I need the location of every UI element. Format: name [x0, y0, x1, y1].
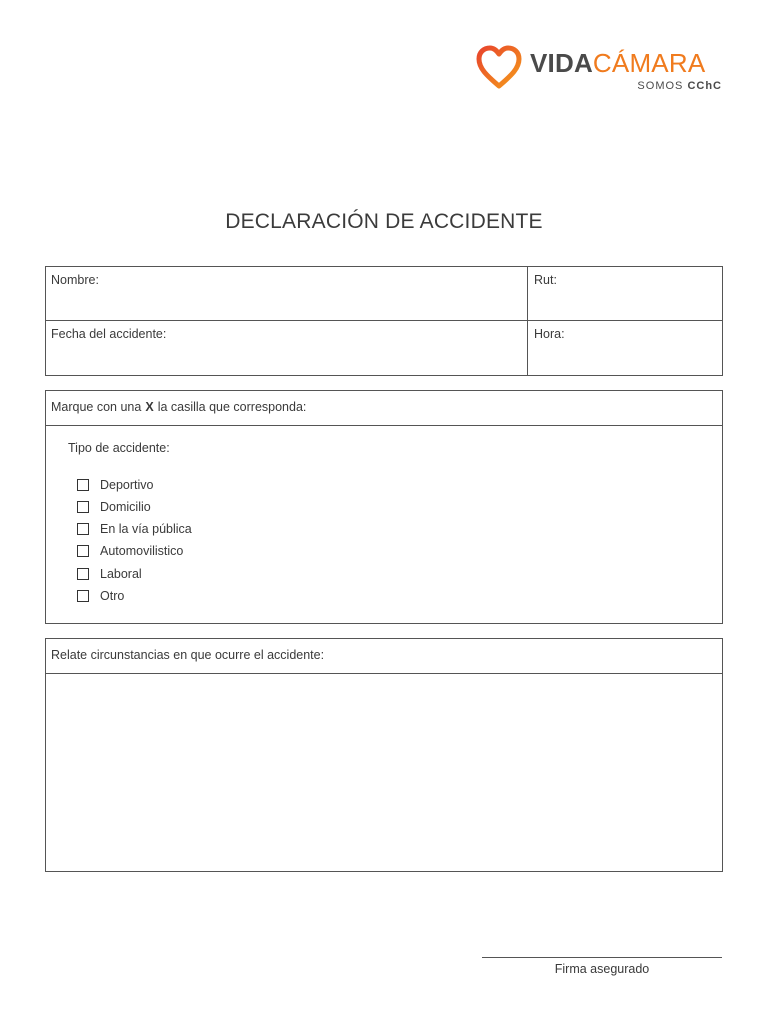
option-deportivo[interactable] — [77, 477, 154, 493]
circumstances-section — [45, 638, 723, 872]
option-label: Deportivo — [100, 478, 154, 492]
checkbox[interactable] — [77, 523, 89, 535]
option-label: En la vía pública — [100, 522, 192, 536]
brand-name-bold: VIDA — [530, 48, 593, 78]
page-title: DECLARACIÓN DE ACCIDENTE — [225, 210, 543, 233]
instruction-post: la casilla que corresponda: — [157, 400, 307, 414]
personal-info-table — [45, 266, 723, 376]
brand-name — [530, 48, 705, 78]
option-via-publica[interactable] — [77, 521, 192, 537]
checkbox[interactable] — [77, 501, 89, 513]
rut-label: Rut: — [534, 273, 557, 287]
brand-tagline — [637, 80, 722, 92]
table-divider — [527, 267, 528, 375]
signature-label: Firma asegurado — [554, 962, 650, 976]
instruction-text — [51, 400, 306, 414]
option-domicilio[interactable] — [77, 499, 151, 515]
accident-type-section — [45, 390, 723, 624]
checkbox[interactable] — [77, 568, 89, 580]
name-label: Nombre: — [51, 273, 99, 287]
date-label: Fecha del accidente: — [51, 327, 167, 341]
checkbox[interactable] — [77, 545, 89, 557]
time-label: Hora: — [534, 327, 565, 341]
option-laboral[interactable] — [77, 566, 142, 582]
heart-icon — [474, 44, 524, 90]
option-automovilistico[interactable] — [77, 543, 183, 559]
brand-logo — [472, 44, 724, 98]
checkbox[interactable] — [77, 479, 89, 491]
accident-type-label: Tipo de accidente: — [68, 441, 170, 455]
tagline-bold: CChC — [687, 80, 722, 92]
signature-line — [482, 957, 722, 958]
option-label: Domicilio — [100, 500, 151, 514]
section-divider — [46, 425, 722, 426]
option-label: Otro — [100, 589, 125, 603]
tagline-prefix: SOMOS — [637, 80, 684, 92]
instruction-pre: Marque con una — [51, 400, 142, 414]
option-label: Laboral — [100, 567, 142, 581]
table-divider — [46, 320, 722, 321]
instruction-mark: X — [145, 400, 154, 414]
brand-name-light: CÁMARA — [592, 48, 706, 78]
option-label: Automovilistico — [100, 544, 184, 558]
option-otro[interactable] — [77, 588, 124, 604]
checkbox[interactable] — [77, 590, 89, 602]
circumstances-label: Relate circunstancias en que ocurre el accidente: — [51, 648, 325, 662]
circumstances-field[interactable] — [46, 674, 722, 871]
